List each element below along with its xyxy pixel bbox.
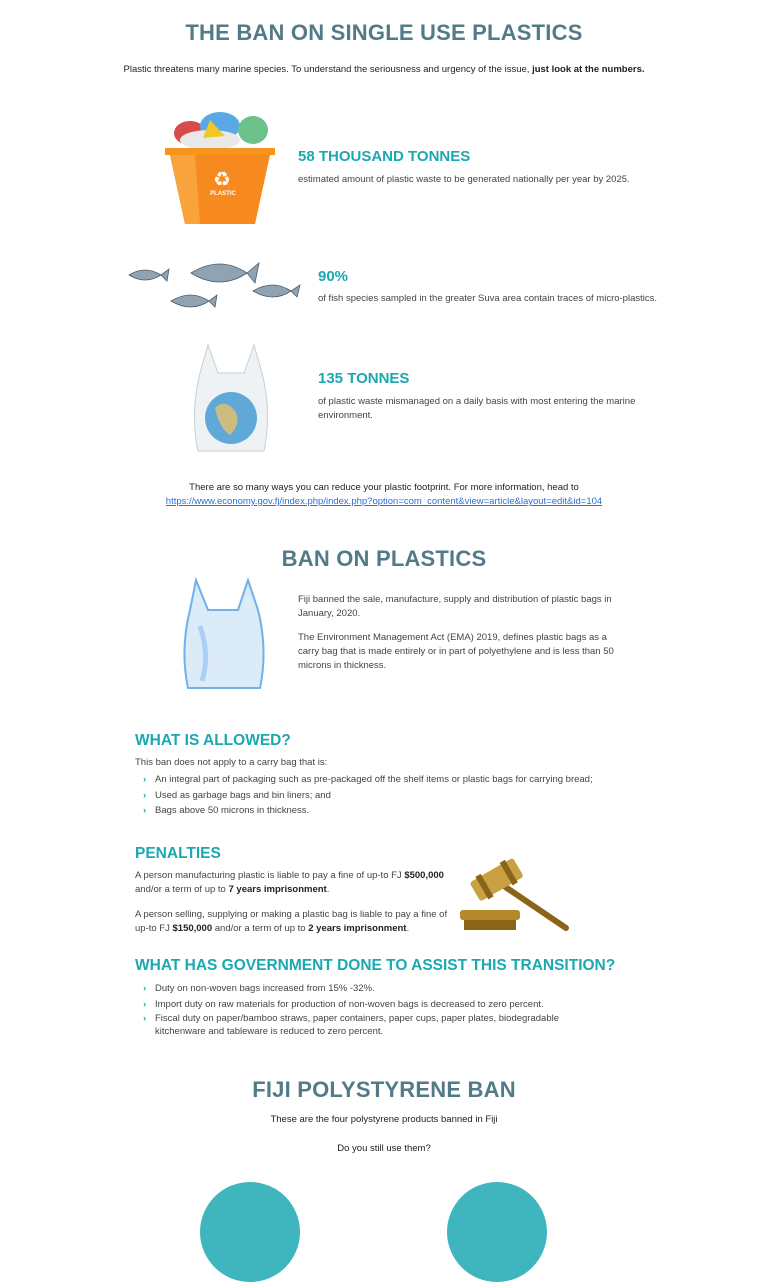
allowed-title: WHAT IS ALLOWED? (135, 732, 291, 749)
chevron-right-icon: › (143, 983, 147, 994)
plastic-bin-icon (165, 108, 277, 226)
stat-desc: of plastic waste mismanaged on a daily basis with most entering the marine environment. (318, 396, 636, 421)
list-item: › An integral part of packaging such as pre-packaged off the shelf items or plastic bags for carrying bread; (143, 772, 663, 788)
economy-link[interactable]: https://www.economy.gov.fj/index.php/index.php?option=com_content&view=article&layout=edit&id=104 (165, 496, 603, 507)
polystyrene-title: FIJI POLYSTYRENE BAN (252, 1077, 516, 1102)
chevron-right-icon: › (143, 774, 147, 785)
stat-desc: estimated amount of plastic waste to be generated nationally per year by 2025. (298, 174, 630, 185)
chevron-right-icon: › (143, 998, 147, 1010)
bin-label: PLASTIC (210, 191, 236, 197)
plastic-bag-globe-icon (190, 343, 272, 455)
list-item: › Bags above 50 microns in thickness. (143, 803, 663, 819)
penalty-1: A person manufacturing plastic is liable to pay a fine of up-to FJ $500,000 and/or a term of up to 7 years imprisonment. (135, 870, 444, 895)
chevron-right-icon: › (143, 789, 147, 801)
ban-paragraph-1: Fiji banned the sale, manufacture, supply and distribution of plastic bags in January, 2020. (298, 594, 612, 619)
polystyrene-line-2: Do you still use them? (337, 1143, 431, 1154)
page-title: THE BAN ON SINGLE USE PLASTICS (185, 20, 583, 45)
chevron-right-icon: › (143, 805, 147, 816)
polystyrene-line-1: These are the four polystyrene products banned in Fiji (270, 1114, 498, 1125)
chevron-right-icon: › (143, 1013, 147, 1024)
allowed-intro: This ban does not apply to a carry bag that is: (135, 757, 328, 768)
stat-value: 135 TONNES (318, 370, 410, 387)
stat-value: 90% (318, 268, 349, 285)
ban-title: BAN ON PLASTICS (281, 546, 487, 571)
list-item: › Fiscal duty on paper/bamboo straws, paper containers, paper cups, paper plates, biodegradable kitchenware and tableware is reduced to zero percent. (143, 1013, 559, 1037)
stat-value: 58 THOUSAND TONNES (298, 148, 471, 165)
product-circle (447, 1182, 547, 1282)
allowed-list (143, 772, 663, 819)
intro-text (0, 64, 768, 75)
government-title: WHAT HAS GOVERNMENT DONE TO ASSIST THIS TRANSITION? (135, 957, 616, 974)
stat-desc: of fish species sampled in the greater Suva area contain traces of micro-plastics. (318, 293, 657, 304)
fish-icon (125, 255, 305, 315)
penalty-2: A person selling, supplying or making a plastic bag is liable to pay a fine of up-to FJ $150,000 and/or a term of up to 2 years imprisonment. (135, 909, 448, 934)
svg-text:♻: ♻ (213, 169, 231, 191)
gavel-icon (458, 856, 572, 934)
list-item: › Duty on non-woven bags increased from 15% -32%. (143, 981, 563, 997)
penalties-title: PENALTIES (135, 845, 221, 862)
product-circle (200, 1182, 300, 1282)
government-list (143, 981, 563, 1038)
list-item: › Import duty on raw materials for production of non-woven bags is decreased to zero percent. (143, 997, 563, 1013)
intro-plain: Plastic threatens many marine species. To understand the seriousness and urgency of the issue, (123, 64, 533, 75)
footprint-text: There are so many ways you can reduce your plastic footprint. For more information, head to (189, 482, 579, 493)
intro-bold: just look at the numbers. (532, 64, 645, 75)
list-item: › Used as garbage bags and bin liners; and (143, 788, 663, 804)
plastic-bag-icon (180, 576, 268, 692)
ban-paragraph-2: The Environment Management Act (EMA) 2019, defines plastic bags as a carry bag that is made entirely or in part of polyethylene and is less than 50 microns in thickness. (298, 632, 614, 671)
